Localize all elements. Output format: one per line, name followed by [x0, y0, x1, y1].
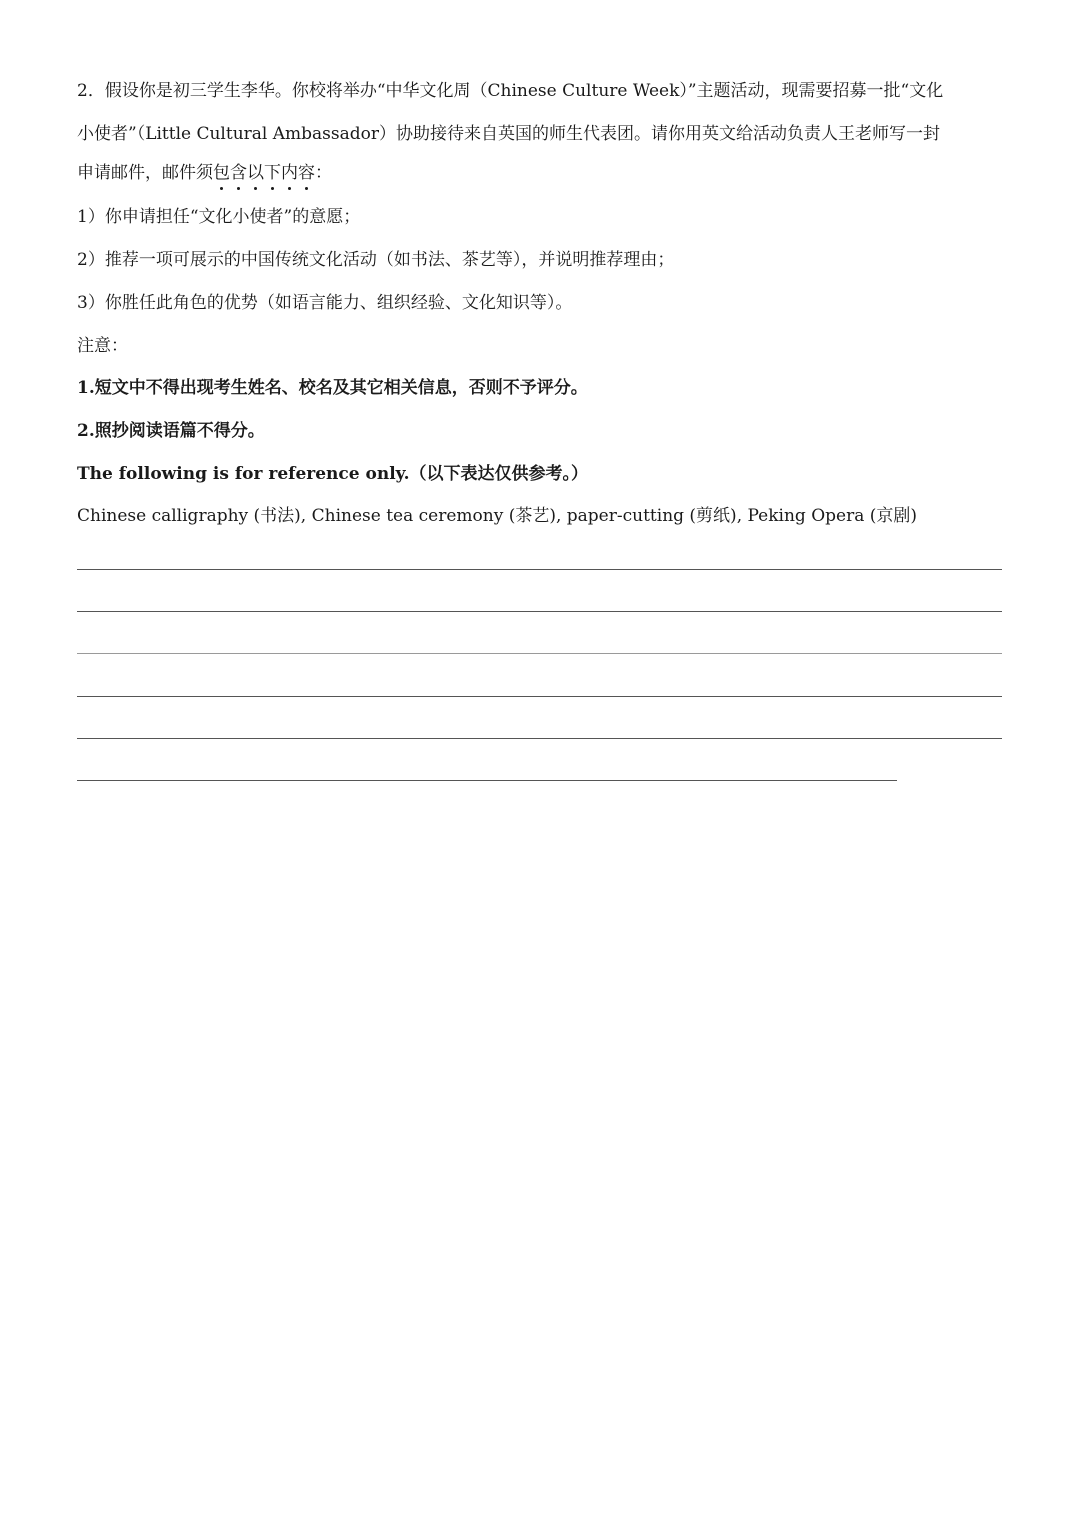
- answer-line-1: [77, 569, 1002, 570]
- emphasis-char-2: 含: [230, 163, 247, 183]
- answer-line-5: [77, 738, 1002, 739]
- answer-line-6: [77, 780, 897, 781]
- requirement-item-1: 1）你申请担任“文化小使者”的意愿；: [77, 207, 361, 227]
- question-line-2: 小使者”（Little Cultural Ambassador）协助接待来自英国的师生代表团。请你用英文给活动负责人王老师写一封: [77, 124, 940, 144]
- notes-title: 注意：: [77, 336, 128, 356]
- reference-text: Chinese calligraphy (书法), Chinese tea ceremony (茶艺), paper-cutting (剪纸), Peking Opera (京剧): [77, 506, 918, 526]
- note-item-2: 2.照抄阅读语篇不得分。: [77, 421, 265, 441]
- question-line-3: [77, 162, 332, 184]
- emphasis-char-5: 内: [281, 163, 298, 183]
- emphasis-char-6: 容: [298, 163, 315, 183]
- answer-line-4: [77, 696, 1002, 697]
- reference-title: The following is for reference only.（以下表达仅供参考。）: [77, 464, 589, 484]
- answer-line-2: [77, 611, 1002, 612]
- answer-line-3: [77, 653, 1002, 654]
- emphasis-char-3: 以: [247, 163, 264, 183]
- note-item-1: 1.短文中不得出现考生姓名、校名及其它相关信息，否则不予评分。: [77, 378, 588, 398]
- emphasis-char-4: 下: [264, 163, 281, 183]
- emphasis-char-1: 包: [213, 163, 230, 183]
- question-line-3-prefix: 申请邮件，邮件须: [77, 163, 213, 183]
- requirement-item-2: 2）推荐一项可展示的中国传统文化活动（如书法、茶艺等），并说明推荐理由；: [77, 250, 675, 270]
- requirement-item-3: 3）你胜任此角色的优势（如语言能力、组织经验、文化知识等）。: [77, 293, 573, 313]
- question-line-1: 2．假设你是初三学生李华。你校将举办“中华文化周（Chinese Culture Week）”主题活动，现需要招募一批“文化: [77, 81, 944, 101]
- question-line-3-suffix: ：: [315, 163, 332, 183]
